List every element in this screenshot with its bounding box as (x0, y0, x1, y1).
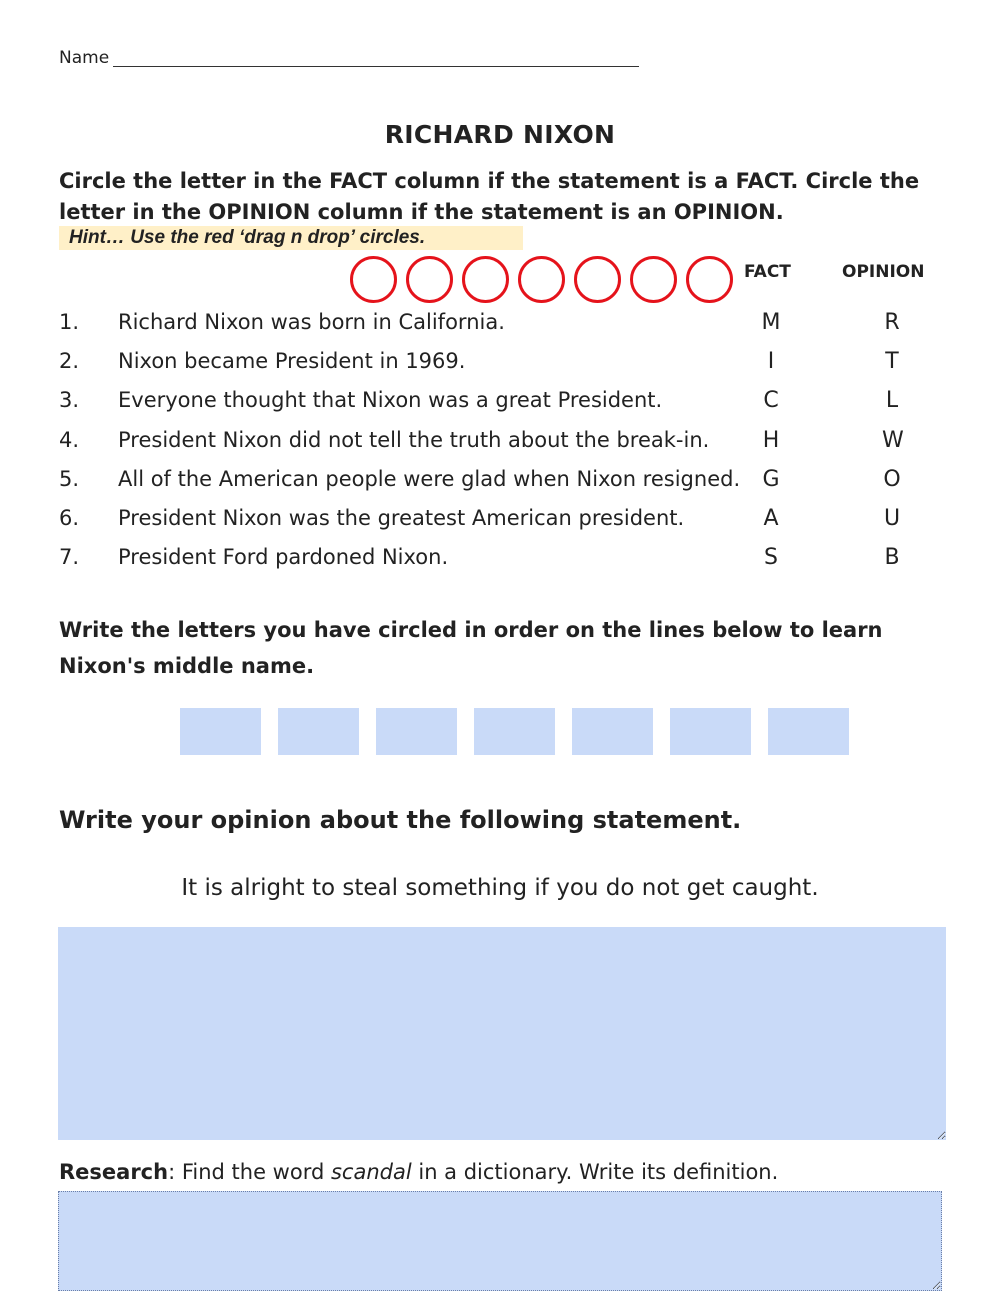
fact-letter: I (767, 349, 775, 375)
fact-letter: H (762, 427, 780, 453)
statement-text: President Nixon was the greatest American president. (118, 505, 685, 530)
statement-text: Nixon became President in 1969. (118, 349, 466, 374)
letter-answer-input[interactable] (376, 708, 457, 755)
page-title: RICHARD NIXON (384, 120, 616, 149)
letter-answer-input[interactable] (180, 708, 261, 755)
statement-text: Richard Nixon was born in California. (118, 310, 505, 334)
opinion-column-header: OPINION (842, 262, 925, 282)
opinion-letter: L (885, 388, 899, 414)
opinion-letter: U (883, 505, 901, 531)
letter-answer-input[interactable] (768, 708, 849, 755)
letter-answer-input[interactable] (670, 708, 751, 755)
research-text-after: in a dictionary. Write its definition. (411, 1160, 779, 1184)
hint-banner: Hint… Use the red ‘drag n drop’ circles. (59, 226, 523, 250)
middle-name-instructions: Write the letters you have circled in order on the lines below to learn Nixon's middle name. (59, 618, 883, 678)
statement-row (59, 499, 959, 538)
statement-number: 6. (59, 505, 80, 530)
opinion-letter: T (885, 349, 899, 375)
instructions: Circle the letter in the FACT column if the statement is a FACT. Circle the letter in the OPINION column if the statement is an OPINION. (59, 169, 920, 224)
fact-letter: G (762, 466, 780, 492)
statement-row (59, 303, 959, 342)
fact-letter: M (761, 310, 781, 335)
letter-answer-input[interactable] (572, 708, 653, 755)
opinion-section-title: Write your opinion about the following statement. (59, 806, 742, 834)
fact-letter: C (763, 388, 779, 414)
drag-circle[interactable] (462, 256, 509, 303)
research-answer-textarea[interactable] (58, 1191, 942, 1291)
drag-circle[interactable] (686, 256, 733, 303)
opinion-letter: B (884, 545, 900, 571)
opinion-letter: R (884, 310, 900, 335)
statement-number: 5. (59, 466, 80, 491)
opinion-letter: W (882, 427, 904, 453)
statement-text: All of the American people were glad when Nixon resigned. (118, 466, 741, 491)
drag-circle[interactable] (574, 256, 621, 303)
research-prompt (59, 1160, 778, 1184)
statement-row (59, 460, 959, 499)
drag-circle[interactable] (518, 256, 565, 303)
opinion-letter: O (883, 466, 901, 492)
statement-number: 4. (59, 427, 80, 452)
drag-circle[interactable] (630, 256, 677, 303)
statement-row (59, 421, 959, 460)
letter-answer-input[interactable] (474, 708, 555, 755)
letter-answer-input[interactable] (278, 708, 359, 755)
fact-letter: S (764, 545, 778, 571)
drag-circles (350, 256, 733, 303)
name-line (113, 66, 639, 67)
statement-list (59, 303, 959, 577)
middle-name-answer-boxes (180, 708, 849, 755)
fact-letter: A (763, 505, 779, 531)
statement-text: Everyone thought that Nixon was a great President. (118, 388, 663, 413)
drag-circle[interactable] (406, 256, 453, 303)
statement-number: 2. (59, 349, 80, 374)
statement-number: 7. (59, 545, 80, 570)
statement-number: 1. (59, 310, 80, 334)
drag-circle[interactable] (350, 256, 397, 303)
statement-row (59, 538, 959, 577)
statement-number: 3. (59, 388, 80, 413)
name-label: Name (59, 48, 110, 68)
research-text-before: : Find the word (168, 1160, 331, 1184)
statement-text: President Nixon did not tell the truth about the break-in. (118, 427, 710, 452)
opinion-statement: It is alright to steal something if you do not get caught. (181, 875, 819, 901)
statement-row (59, 381, 959, 420)
opinion-answer-textarea[interactable] (58, 927, 946, 1140)
statement-text: President Ford pardoned Nixon. (118, 545, 449, 570)
research-label: Research (59, 1160, 169, 1184)
fact-column-header: FACT (744, 262, 791, 282)
statement-row (59, 342, 959, 381)
research-word: scandal (330, 1160, 412, 1184)
